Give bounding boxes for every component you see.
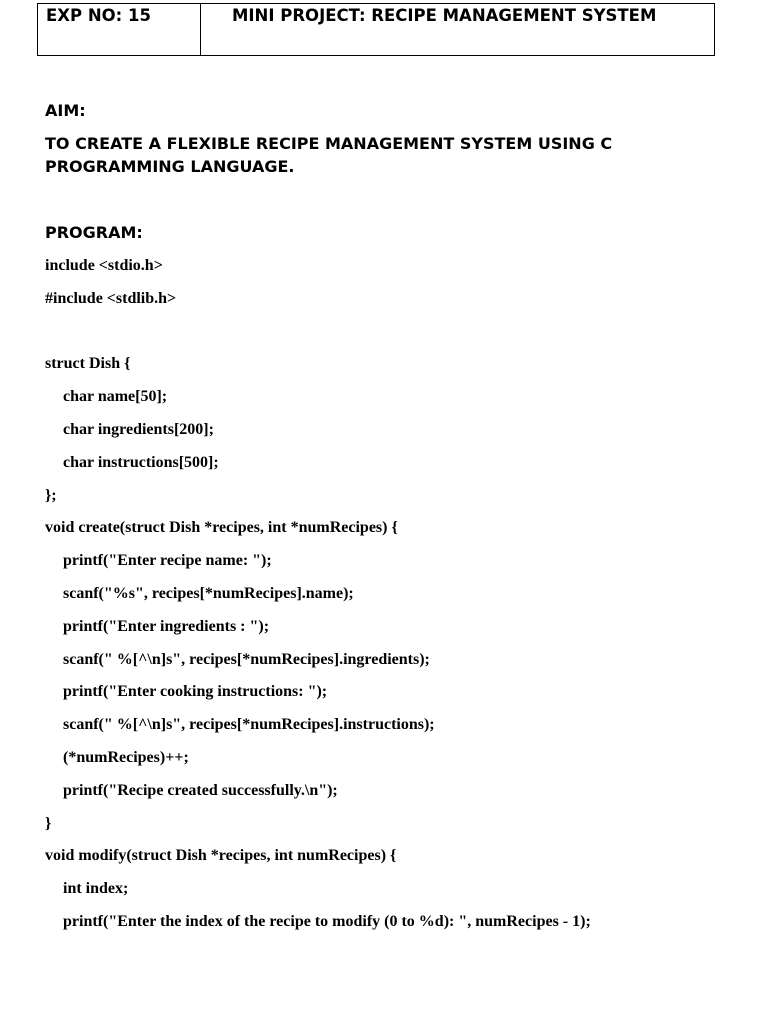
exp-no: EXP NO: 15: [46, 6, 151, 25]
header-table: [37, 3, 715, 56]
project-title: MINI PROJECT: RECIPE MANAGEMENT SYSTEM: [232, 6, 657, 25]
code-line: int index;: [63, 880, 129, 898]
code-line: [45, 321, 591, 354]
code-line: };: [45, 486, 57, 504]
code-line: void create(struct Dish *recipes, int *numRecipes) {: [45, 519, 398, 537]
code-line: printf("Enter the index of the recipe to modify (0 to %d): ", numRecipes - 1);: [63, 912, 591, 930]
code-line: printf("Enter ingredients : ");: [63, 617, 270, 635]
code-line: include <stdio.h>: [45, 257, 163, 274]
code-line: char ingredients[200];: [63, 420, 214, 438]
project-title-cell: [201, 4, 714, 55]
code-listing: [45, 255, 591, 944]
code-line: scanf("%s", recipes[*numRecipes].name);: [63, 584, 354, 602]
code-line: char name[50];: [63, 388, 168, 406]
aim-text: [45, 132, 612, 178]
aim-text-line-2: PROGRAMMING LANGUAGE.: [45, 157, 295, 176]
code-line: #include <stdlib.h>: [45, 289, 177, 307]
code-line: (*numRecipes)++;: [63, 748, 189, 766]
aim-heading: AIM:: [45, 101, 86, 120]
code-line: char instructions[500];: [63, 453, 219, 471]
code-line: struct Dish {: [45, 355, 131, 373]
code-line: scanf(" %[^\n]s", recipes[*numRecipes].instructions);: [63, 716, 435, 734]
code-line: printf("Enter cooking instructions: ");: [63, 683, 328, 701]
aim-text-line-1: TO CREATE A FLEXIBLE RECIPE MANAGEMENT SYSTEM USING C: [45, 134, 613, 153]
code-line: printf("Recipe created successfully.\n");: [63, 781, 338, 799]
program-heading: PROGRAM:: [45, 223, 143, 242]
exp-no-cell: [38, 4, 201, 55]
code-line: scanf(" %[^\n]s", recipes[*numRecipes].ingredients);: [63, 650, 430, 668]
code-line: }: [45, 814, 52, 832]
code-line: void modify(struct Dish *recipes, int numRecipes) {: [45, 847, 397, 865]
code-line: printf("Enter recipe name: ");: [63, 552, 272, 570]
